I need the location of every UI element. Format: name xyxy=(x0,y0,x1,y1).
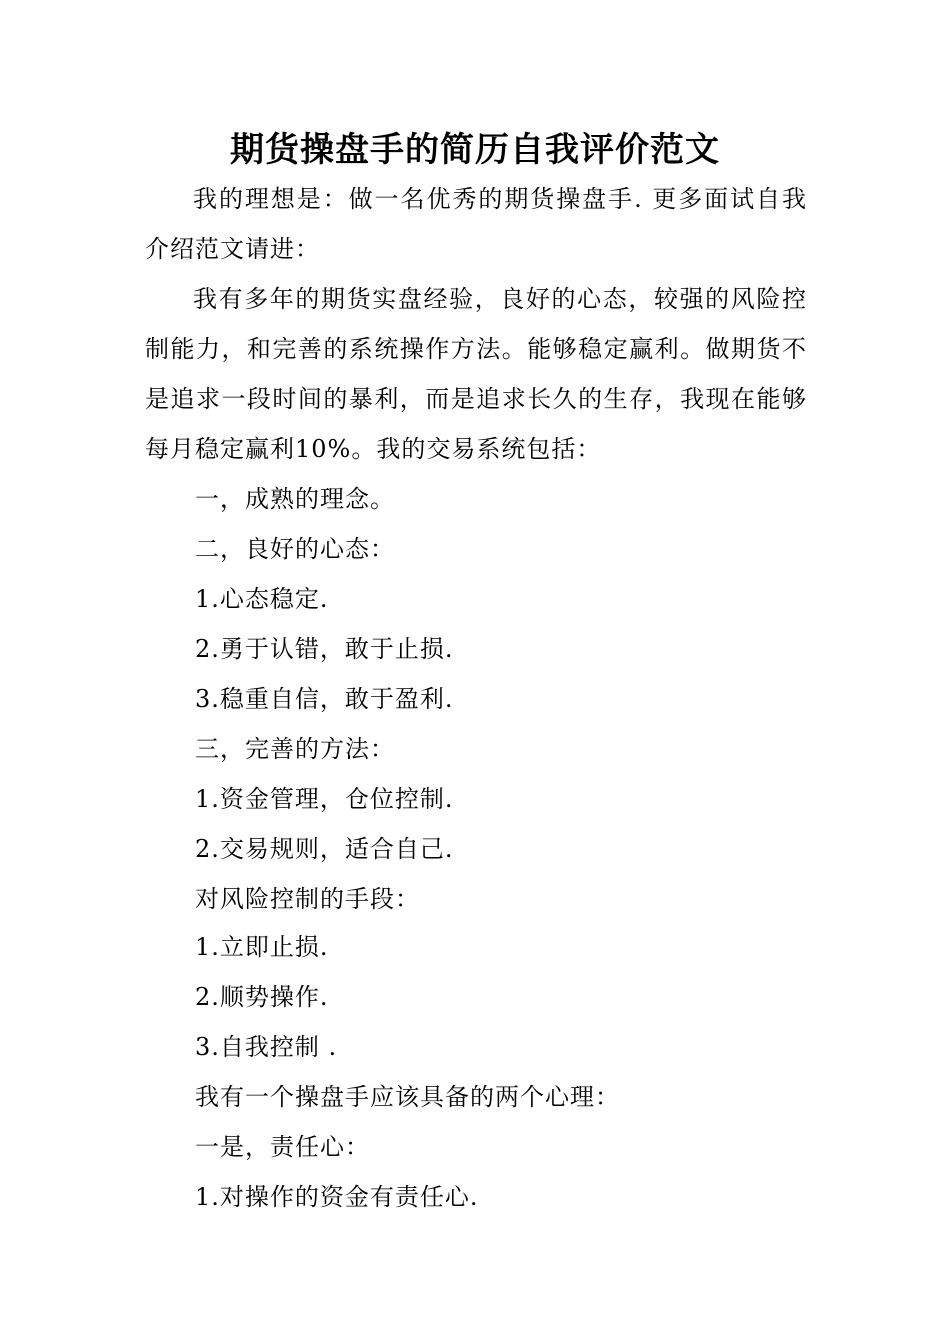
document-title: 期货操盘手的简历自我评价范文 xyxy=(230,130,720,170)
list-line: 对风险控制的手段： xyxy=(195,885,420,913)
list-line: 二，良好的心态： xyxy=(195,535,395,563)
list-line: 1.立即止损. xyxy=(195,933,329,961)
list-line: 我有一个操盘手应该具备的两个心理： xyxy=(195,1083,620,1111)
list-line: 2.顺势操作. xyxy=(195,983,329,1011)
list-line: 2.勇于认错，敢于止损. xyxy=(195,635,454,663)
list-line: 3.稳重自信，敢于盈利. xyxy=(195,685,454,713)
list-line: 一，成熟的理念。 xyxy=(195,485,395,513)
list-line: 2.交易规则，适合自己. xyxy=(195,835,454,863)
list-line: 三，完善的方法： xyxy=(195,735,395,763)
list-line: 1.心态稳定. xyxy=(195,585,329,613)
list-line: 1.对操作的资金有责任心. xyxy=(195,1183,479,1211)
intro-paragraph: 我的理想是：做一名优秀的期货操盘手. 更多面试自我介绍范文请进： xyxy=(145,185,807,263)
list-line: 1.资金管理，仓位控制. xyxy=(195,785,454,813)
list-line: 一是，责任心： xyxy=(195,1133,370,1161)
body-paragraph: 我有多年的期货实盘经验，良好的心态，较强的风险控制能力，和完善的系统操作方法。能够稳定赢利。做期货不是追求一段时间的暴利，而是追求长久的生存，我现在能够每月稳定赢利10%。我的交易系统包括： xyxy=(145,285,807,463)
list-line: 3.自我控制 . xyxy=(195,1033,338,1061)
